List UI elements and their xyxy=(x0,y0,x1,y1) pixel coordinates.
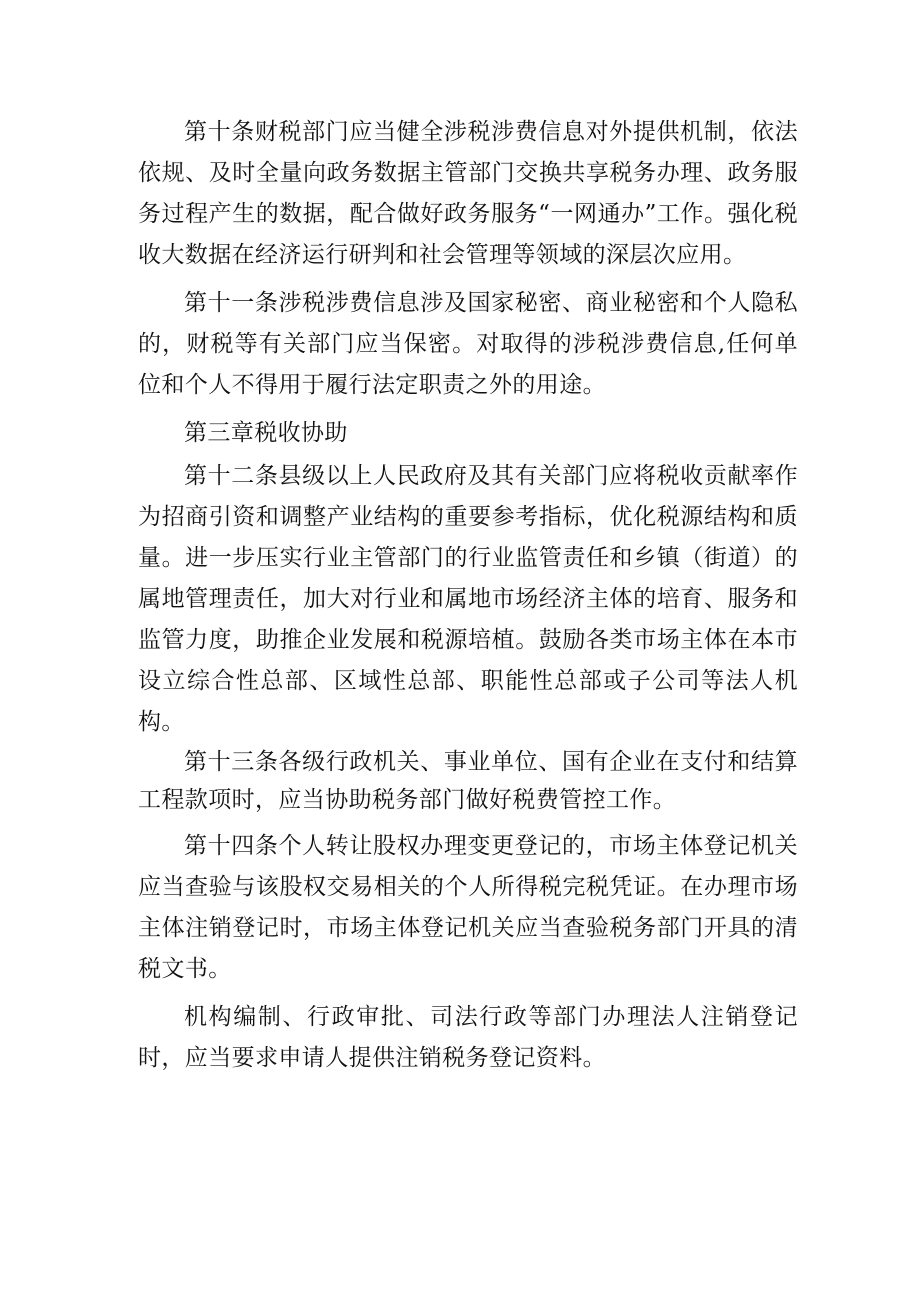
article-10-paragraph: 第十条财税部门应当健全涉税涉费信息对外提供机制，依法依规、及时全量向政务数据主管部门交换共享税务办理、政务服务过程产生的数据，配合做好政务服务“一网通办”工作。强化税收大数据在经济运行研判和社会管理等领域的深层次应用。 xyxy=(138,119,798,268)
document-body xyxy=(138,112,798,1079)
registration-paragraph: 机构编制、行政审批、司法行政等部门办理法人注销登记时，应当要求申请人提供注销税务登记资料。 xyxy=(138,1004,798,1071)
article-13-paragraph: 第十三条各级行政机关、事业单位、国有企业在支付和结算工程款项时，应当协助税务部门做好税费管控工作。 xyxy=(138,749,798,813)
article-12-paragraph: 第十二条县级以上人民政府及其有关部门应将税收贡献率作为招商引资和调整产业结构的重要参考指标，优化税源结构和质量。进一步压实行业主管部门的行业监管责任和乡镇（街道）的属地管理责任，加大对行业和属地市场经济主体的培育、服务和监管力度，助推企业发展和税源培植。鼓励各类市场主体在本市设立综合性总部、区域性总部、职能性总部或子公司等法人机构。 xyxy=(138,463,798,735)
article-14-paragraph: 第十四条个人转让股权办理变更登记的，市场主体登记机关应当查验与该股权交易相关的个人所得税完税凭证。在办理市场主体注销登记时，市场主体登记机关应当查验税务部门开具的清税文书。 xyxy=(138,833,798,982)
article-11-paragraph: 第十一条涉税涉费信息涉及国家秘密、商业秘密和个人隐私的，财税等有关部门应当保密。对取得的涉税涉费信息,任何单位和个人不得用于履行法定职责之外的用途。 xyxy=(138,290,798,398)
chapter-heading: 第三章税收协助 xyxy=(184,420,348,446)
